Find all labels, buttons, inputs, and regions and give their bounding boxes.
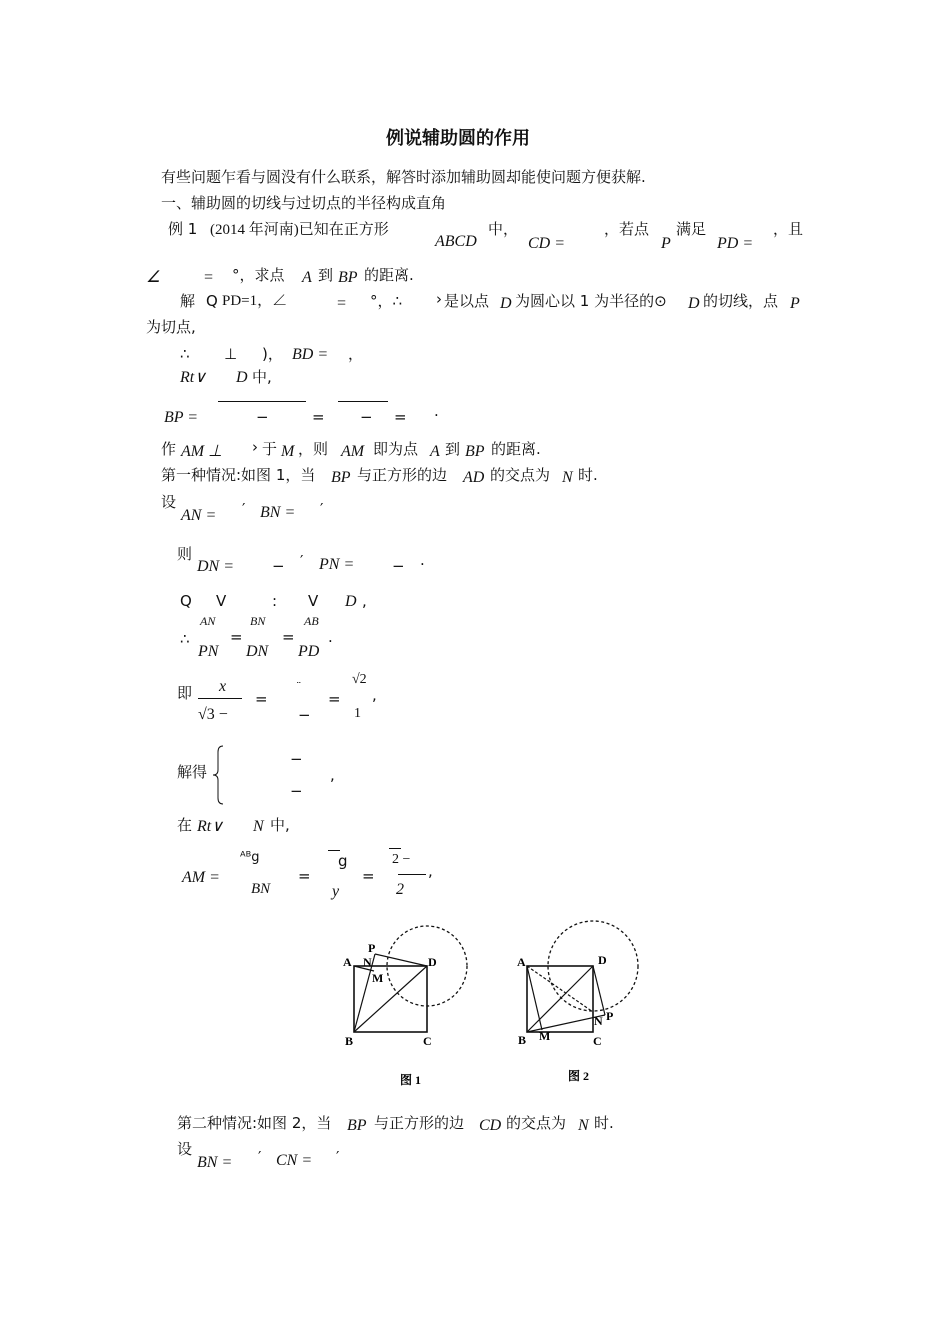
text-to: 到: [445, 440, 461, 458]
text-zhong: 中,: [270, 816, 290, 834]
overline: [328, 850, 340, 851]
denominator: DN: [246, 643, 269, 660]
denominator: 1: [354, 706, 361, 721]
diagonal-bd: [527, 966, 593, 1032]
equals-sign: =: [312, 408, 325, 426]
comma: ,: [330, 766, 335, 784]
numerator: g: [338, 852, 348, 870]
triangle-symbol: V: [308, 592, 319, 610]
point-a: A: [430, 443, 440, 460]
equals-sign: =: [282, 628, 295, 646]
point-d: D: [345, 593, 357, 610]
point-n: N: [578, 1117, 589, 1134]
text-circle: 为圆心以 1 为半径的⊙: [515, 292, 667, 310]
label-p: P: [368, 941, 376, 955]
prime-mark: ′: [300, 552, 304, 570]
dn-equals: DN =: [197, 558, 235, 575]
label-b: B: [518, 1033, 527, 1047]
numerator-x: x: [219, 678, 227, 695]
rt-triangle: Rt∨: [197, 818, 223, 835]
bn-equals: BN =: [260, 504, 296, 521]
sqrt-bar: [338, 401, 388, 402]
text-tangent-point: 为切点,: [146, 318, 196, 336]
line-bp: BP: [338, 269, 358, 286]
cd-equals: CD =: [528, 235, 566, 252]
text-namely: 即: [177, 684, 193, 702]
equals-sign: =: [298, 867, 311, 885]
minus-sign: −: [256, 408, 269, 426]
prime-mark: ′: [320, 500, 324, 518]
source-text: (2014 年河南)已知在正方形: [210, 222, 389, 238]
text-satisfy: 满足: [676, 220, 707, 238]
point-n: N: [253, 818, 264, 835]
equals-sign: =: [255, 690, 268, 708]
text-if-point: ，若点: [604, 220, 650, 238]
minus-sign: −: [360, 408, 373, 426]
numerator: AN: [200, 614, 216, 628]
text-let: 设: [177, 1140, 193, 1158]
prime-mark: ′: [242, 500, 246, 518]
diagonal-bd: [354, 966, 427, 1032]
equals-sign: =: [328, 690, 341, 708]
case-text: 时.: [578, 466, 598, 484]
point-d: D: [688, 295, 700, 312]
comma: ,: [428, 862, 433, 880]
side-cd: CD: [479, 1117, 502, 1134]
equals-sign: =: [203, 269, 214, 286]
degree-therefore: °，∴: [370, 292, 403, 310]
numerator: ¨: [296, 680, 302, 693]
pd-one: PD=1，∠: [222, 293, 288, 309]
point-p: P: [661, 235, 671, 252]
point-d: D: [236, 369, 248, 386]
text-tangent: 的切线，点: [703, 292, 779, 310]
because-symbol: Q: [206, 292, 218, 310]
figure-1: [343, 926, 467, 1087]
angle-symbol: ∠: [146, 269, 161, 286]
therefore-symbol: ∴: [180, 345, 190, 363]
period: .: [434, 402, 439, 420]
case-text: 时.: [594, 1114, 614, 1132]
bd-equals: BD =: [292, 346, 329, 363]
case-text: 第二种情况:如图 2，当: [177, 1114, 332, 1132]
point-d: D: [500, 295, 512, 312]
label-n: N: [594, 1014, 603, 1028]
triangle-symbol: V: [216, 592, 227, 610]
label-c: C: [593, 1034, 602, 1048]
bp-equals: BP =: [164, 409, 199, 426]
case-text: 第一种情况:如图 1，当: [161, 466, 316, 484]
minus-sign: −: [290, 782, 303, 800]
pd-equals: PD =: [717, 235, 754, 252]
text-distance: 的距离.: [364, 266, 414, 284]
denominator: BN: [251, 881, 271, 897]
fraction-bar: [198, 698, 242, 699]
equals-sign: =: [230, 628, 243, 646]
therefore-symbol: ∴: [180, 630, 190, 648]
label-m: M: [539, 1029, 551, 1043]
side-ad: AD: [463, 469, 485, 486]
label-d: D: [598, 953, 607, 967]
point-p: P: [790, 295, 800, 312]
prime-mark: ′: [336, 1148, 340, 1166]
text-in: 在: [177, 816, 193, 834]
label-m: M: [372, 971, 384, 985]
because-symbol: Q: [180, 592, 192, 610]
case-text: 与正方形的边: [357, 466, 448, 484]
numerator: ᴬᴮg: [240, 850, 260, 865]
comma: ,: [362, 592, 367, 610]
label-a: A: [343, 955, 352, 969]
denominator: √3 −: [198, 706, 228, 723]
line-bp: BP: [347, 1117, 367, 1134]
example-label: 例 1: [168, 220, 198, 238]
label-b: B: [345, 1034, 354, 1048]
equals-sign: =: [362, 867, 375, 885]
text-and: ，且: [773, 220, 804, 238]
dashed-segment: [527, 966, 593, 1012]
label-n: N: [363, 955, 372, 969]
text-at: 于: [262, 440, 278, 458]
label-d: D: [428, 955, 437, 969]
am-equals: AM =: [182, 869, 220, 886]
comma: ，: [348, 345, 364, 363]
text-to: 到: [318, 266, 334, 284]
text-let: 设: [161, 493, 177, 511]
intro-text: 有些问题乍看与圆没有什么联系，解答时添加辅助圆却能使问题方便获解.: [161, 168, 646, 186]
rt-triangle: Rt∨: [180, 369, 206, 386]
sqrt-bar: [218, 401, 306, 402]
denominator: PN: [198, 643, 219, 660]
period: .: [328, 628, 333, 646]
paren-mark: ›: [436, 290, 442, 308]
figure-2: [517, 921, 638, 1083]
similar-symbol: :: [272, 592, 278, 610]
point-a: A: [302, 269, 312, 286]
denominator: y: [332, 883, 340, 900]
denominator: 2: [396, 881, 404, 898]
figures: [330, 920, 650, 1095]
brace-symbol: [212, 744, 226, 806]
segment-pd: [375, 954, 427, 966]
equals-sign: =: [394, 408, 407, 426]
case-text: 的交点为: [490, 466, 551, 484]
minus-sign: −: [272, 557, 285, 575]
numerator: 2 −: [392, 852, 411, 867]
an-equals: AN =: [181, 507, 217, 524]
perp-symbol: ⊥: [224, 345, 238, 363]
segment-pd: [593, 966, 605, 1015]
fraction-bar: [398, 874, 426, 875]
label-c: C: [423, 1034, 432, 1048]
sqrt-bar: [389, 848, 401, 849]
cn-equals: CN =: [276, 1152, 313, 1169]
paren-mark: ›: [252, 438, 258, 456]
text-then: 则: [177, 545, 193, 563]
section-heading: 一、辅助圆的切线与过切点的半径构成直角: [161, 194, 447, 212]
denominator: PD: [298, 643, 320, 660]
text-degree: °，求点: [232, 266, 285, 284]
label-p: P: [606, 1009, 614, 1023]
figure-1-caption: 图 1: [400, 1073, 422, 1087]
comma: ,: [372, 686, 377, 704]
example-source: [210, 220, 389, 239]
equals-sign: =: [336, 295, 347, 312]
case-text: 的交点为: [506, 1114, 567, 1132]
segment-am: AM: [341, 443, 365, 460]
label-a: A: [517, 955, 526, 969]
page-title: 例说辅助圆的作用: [386, 128, 530, 149]
minus-sign: −: [290, 750, 303, 768]
line-bp: BP: [331, 469, 351, 486]
text-distance: 的距离.: [491, 440, 541, 458]
numerator: AB: [304, 614, 319, 628]
figure-2-caption: 图 2: [568, 1069, 590, 1083]
solution-label: 解: [180, 292, 196, 310]
case-text: 与正方形的边: [374, 1114, 465, 1132]
denominator: −: [298, 706, 311, 724]
text-in: 中,: [252, 368, 272, 386]
text-zhong: 中，: [488, 220, 519, 238]
am-perp: AM ⊥: [181, 443, 223, 460]
text-solve: 解得: [177, 763, 208, 781]
point-n: N: [562, 469, 573, 486]
bn-equals: BN =: [197, 1154, 233, 1171]
period: .: [420, 551, 425, 569]
text-then: ，则: [298, 440, 329, 458]
pn-equals: PN =: [319, 556, 355, 573]
text-draw: 作: [161, 440, 177, 458]
paren-text: )，: [262, 345, 283, 363]
numerator: BN: [250, 614, 266, 628]
numerator: √2: [352, 672, 367, 687]
text-is-point: 即为点: [373, 440, 419, 458]
line-bp: BP: [465, 443, 485, 460]
square-name: ABCD: [435, 233, 477, 250]
minus-sign: −: [392, 557, 405, 575]
point-m: M: [281, 443, 295, 460]
text-is-point: 是以点: [444, 292, 490, 310]
prime-mark: ′: [258, 1148, 262, 1166]
